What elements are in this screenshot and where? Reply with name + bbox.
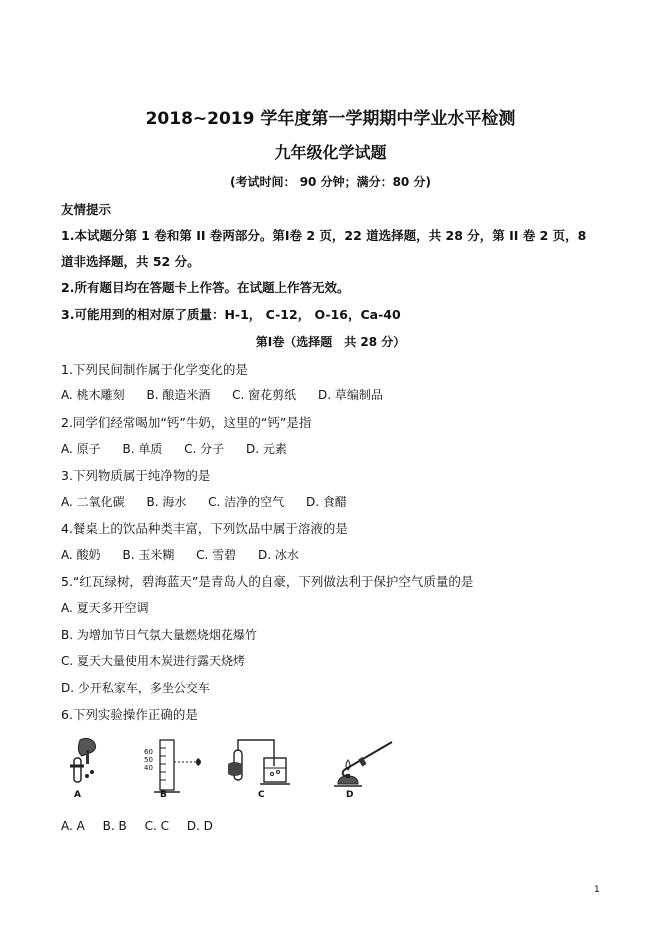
question-1-stem: 1.下列民间制作属于化学变化的是 (61, 362, 248, 377)
option-d: D. 少开私家车，多坐公交车 (61, 681, 210, 695)
option-c: C. 夏天大量使用木炭进行露天烧烤 (61, 654, 246, 668)
page-subtitle: 九年级化学试题 (274, 143, 387, 162)
option-d: D. 草编制品 (318, 388, 383, 402)
tips-line-2: 2.所有题目均在答题卡上作答。在试题上作答无效。 (61, 280, 350, 295)
option-c: C. 雪碧 (196, 548, 237, 562)
option-b: B. 玉米糊 (122, 548, 175, 562)
option-b: B. 海水 (146, 495, 187, 509)
tick-label: 50 (144, 756, 153, 764)
figure-c (226, 736, 296, 798)
option-c: C. 分子 (184, 442, 225, 456)
page-title: 2018~2019 学年度第一学期期中学业水平检测 (145, 109, 516, 129)
option-b: B. 单质 (122, 442, 163, 456)
figure-label: A (74, 790, 81, 800)
question-3-options (61, 493, 365, 510)
tick-label: 40 (144, 764, 153, 772)
option-b: B. 为增加节日气氛大量燃烧烟花爆竹 (61, 628, 257, 642)
option-a: A. A (61, 819, 85, 833)
option-b: B. B (102, 819, 127, 833)
option-d: D. 食醋 (306, 495, 347, 509)
alcohol-lamp-icon (330, 736, 400, 798)
question-6-stem: 6.下列实验操作正确的是 (61, 707, 198, 722)
tips-line-3: 3.可能用到的相对原了质量：H-1， C-12， O-16，Ca-40 (61, 307, 401, 322)
page-number: 1 (594, 885, 600, 895)
option-d: D. D (186, 819, 213, 833)
figure-label: C (258, 790, 265, 800)
tips-line-1a: 1.本试题分第 1 卷和第 II 卷两部分。第Ⅰ卷 2 页，22 道选择题，共 28 分，第 II 卷 2 页，8 (61, 228, 587, 243)
option-c: C. 窗花剪纸 (232, 388, 297, 402)
figure-label: D (346, 790, 354, 800)
question-6-options (61, 819, 227, 833)
question-3-stem: 3.下列物质属于纯净物的是 (61, 468, 211, 483)
option-d: D. 元素 (246, 442, 287, 456)
option-a: A. 酸奶 (61, 548, 101, 562)
option-d: D. 冰水 (258, 548, 299, 562)
tick-label: 60 (144, 748, 153, 756)
tips-heading: 友情提示 (61, 202, 112, 217)
tips-line-1b: 道非选择题，共 52 分。 (61, 254, 200, 269)
option-b: B. 酿造米酒 (146, 388, 211, 402)
question-2-stem: 2.同学们经常喝加“钙”牛奶，这里的“钙”是指 (61, 415, 312, 430)
figure-a (62, 736, 112, 798)
question-5-stem: 5.“红瓦绿树，碧海蓝天”是青岛人的自豪，下列做法利于保护空气质量的是 (61, 574, 474, 589)
figure-label: B (160, 790, 167, 800)
option-a: A. 夏天多开空调 (61, 601, 149, 615)
section-title: 第Ⅰ卷（选择题 共 28 分） (255, 335, 406, 349)
question-4-stem: 4.餐桌上的饮品种类丰富，下列饮品中属于溶液的是 (61, 521, 348, 536)
question-2-options (61, 440, 305, 457)
exam-info: (考试时间： 90 分钟；满分：80 分) (230, 175, 431, 189)
option-c: C. C (144, 819, 169, 833)
option-a: A. 桃木雕刻 (61, 388, 125, 402)
dropper-icon (62, 736, 112, 798)
figure-d (330, 736, 400, 798)
option-a: A. 二氧化碳 (61, 495, 125, 509)
option-c: C. 洁净的空气 (208, 495, 285, 509)
figure-b (146, 736, 216, 798)
question-4-options (61, 546, 317, 563)
option-a: A. 原子 (61, 442, 101, 456)
question-1-options (61, 386, 401, 403)
apparatus-icon (226, 736, 296, 798)
graduated-cylinder-icon (146, 736, 216, 798)
